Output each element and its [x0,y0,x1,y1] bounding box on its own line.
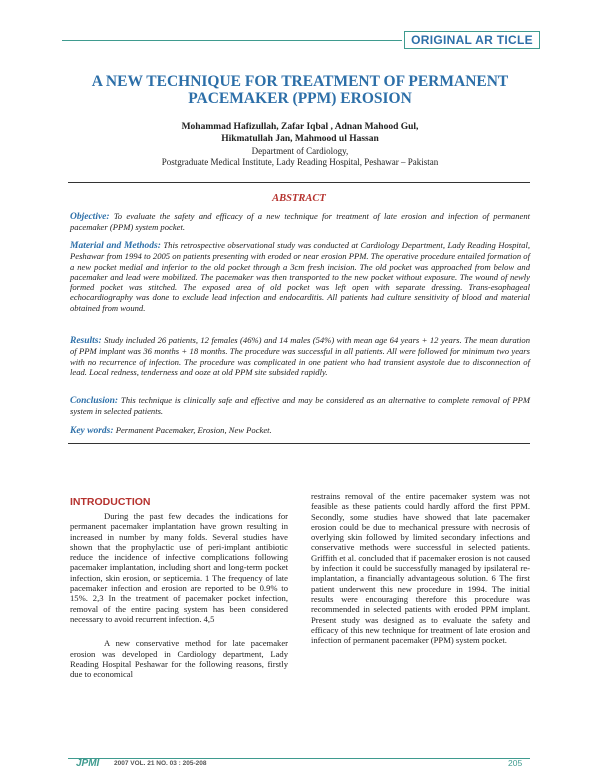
abstract-heading: ABSTRACT [272,193,326,204]
title-line-2: PACEMAKER (PPM) EROSION [188,90,412,107]
results-label: Results: [70,336,102,346]
conclusion-label: Conclusion: [70,396,119,406]
objective-text: To evaluate the safety and efficacy of a new technique for treatment of late erosion and infection of permanent pacemaker (PPM) system pocket. [70,211,530,233]
conclusion-text: This technique is clinically safe and effective and may be considered as an alternative to complete removal of PPM system in selected patients. [70,395,530,417]
affiliation-line-1: Department of Cardiology, [251,146,349,156]
right-paragraph-1: restrains removal of the entire pacemaker system was not feasible as these patients could hardly afford the first PPM. Secondly, some studies have showed that late pacemaker erosion could be due to mechanical pressure with necrosis of overlying skin followed by limited secondary infections and conservative methods were successful in selected patients. Griffith et al. concluded that if pacemaker erosion is not caused by infection it could be successfully managed by ipsilateral re-implantation, a financially advantageous solution. 6 The first patient underwent this new procedure in 1994. The initial results were encouraging therefore this procedure was recommended in selected patients with eroded PPM implant. Present study was designed as to evaluate the safety and efficacy of this new technique for treatment of late erosion and infection of permanent pacemaker (PPM) system pocket. [311,491,530,646]
introduction-heading: INTRODUCTION [70,496,151,508]
methods-label: Material and Methods: [70,241,161,251]
article-type-badge: ORIGINAL AR TICLE [404,31,540,49]
results-text: Study included 26 patients, 12 females (46%) and 14 males (54%) with mean age 64 years + 12 years. The mean duration of PPM implant was 36 months + 18 months. The procedure was successful in all patients. All were followed for minimum two years with no recurrence of infection. The procedure was complicated in one patient who had transient asystole due to disconnection of lead. Local redness, tenderness and ooze at old PPM site subsided rapidly. [70,335,530,377]
left-paragraph-1: During the past few decades the indications for permanent pacemaker implantation have grown resulting in increased in number by many folds. Several studies have shown that the prophylactic use of peri-implant antibiotic reduce the incidence of infective complications following pacemaker implantation, including short and long-term pocket infection, skin erosion, or septicemia. 1 The frequency of late pacemaker infection and erosion are reported to be 0.9% to 15%. 2,3 In the treatment of pacemaker pocket infection, removal of the entire pacing system has been considered necessary to avoid recurrent infection. 4,5 [70,511,288,624]
affiliation [100,146,500,168]
page-number: 205 [508,758,523,768]
left-paragraph-2: A new conservative method for late pacemaker erosion was developed in Cardiology department, Lady Reading Hospital Peshawar for the following reasons, firstly due to economical [70,638,288,680]
abstract-keywords [70,425,530,436]
keywords-text: Permanent Pacemaker, Erosion, New Pocket. [115,425,272,435]
title-line-1: A NEW TECHNIQUE FOR TREATMENT OF PERMANENT [91,73,509,90]
methods-text: This retrospective observational study was conducted at Cardiology Department, Lady Reading Hospital, Peshawar from 1994 to 2005 on patients presenting with eroded or near erosion PPM. The operative procedure entailed formation of a new pocket medial and inferior to the old pocket through a 3cm fresh incision. The old pocket was approached from below and pacemaker and lead were mobilized. The pacemaker was then transported to the new pocket without exposure. The wound of newly formed pocket was stitched. The exposed area of old pocket was left open with separate dressing. Trans-esophageal echocardiography was done to exclude lead infection and endocarditis. All patients had culture sensitivity of blood and material obtained from wound. [70,240,530,313]
abstract-bottom-rule [68,443,530,444]
right-column [311,491,530,645]
journal-citation: 2007 VOL. 21 NO. 03 : 205-208 [114,760,207,767]
affiliation-line-2: Postgraduate Medical Institute, Lady Reading Hospital, Peshawar – Pakistan [161,157,439,167]
article-title [60,73,540,107]
author-list [100,121,500,145]
authors-line-1: Mohammad Hafizullah, Zafar Iqbal , Adnan Mahood Gul, [181,122,419,132]
left-column [70,511,288,679]
abstract-objective [70,211,530,233]
authors-line-2: Hikmatullah Jan, Mahmood ul Hassan [221,134,379,144]
journal-logo: JPMI [76,758,100,769]
footer-rule [68,758,530,759]
abstract-conclusion [70,395,530,417]
objective-label: Objective: [70,212,110,222]
abstract-top-rule [68,182,530,183]
header-rule [62,40,402,41]
keywords-label: Key words: [70,426,114,436]
abstract-results [70,335,530,377]
abstract-methods [70,240,530,313]
